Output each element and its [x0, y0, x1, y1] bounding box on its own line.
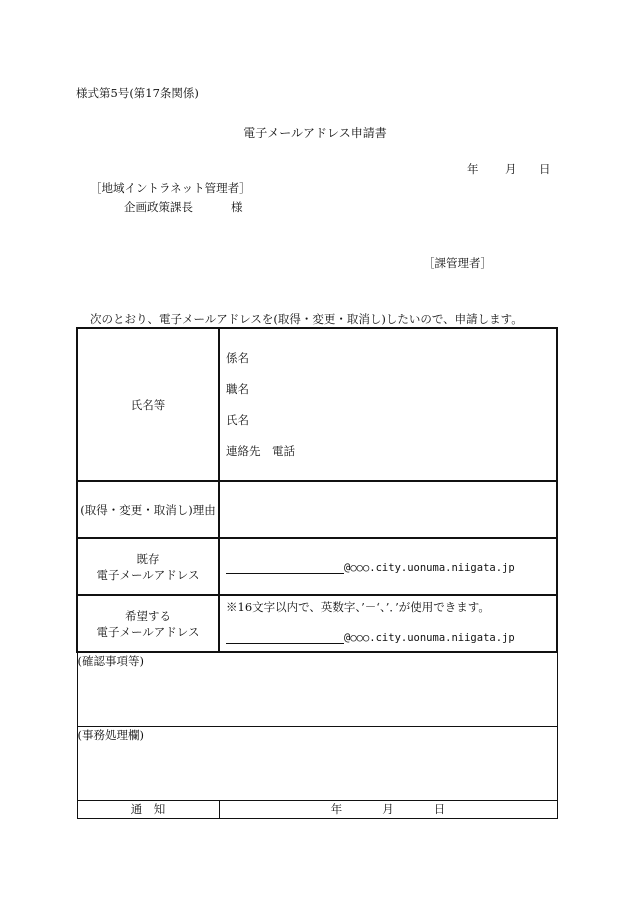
document-title: 電子メールアドレス申請書: [243, 126, 387, 140]
notification-date[interactable]: [219, 800, 557, 818]
existing-email-domain: @○○○.city.uonuma.niigata.jp: [344, 562, 515, 574]
reason-input-cell[interactable]: [219, 481, 557, 538]
application-table: [76, 327, 558, 819]
notification-row: [77, 800, 557, 818]
notification-label: 通 知: [77, 800, 219, 818]
existing-email-label: [77, 538, 219, 595]
office-box[interactable]: [77, 726, 557, 800]
desired-email-line: [220, 629, 556, 644]
addressee-name: 企画政策課長: [124, 200, 193, 214]
applicant-label: ［課管理者］: [423, 256, 492, 270]
existing-email-blank[interactable]: [226, 559, 344, 574]
existing-email-cell[interactable]: [219, 538, 557, 595]
position-field-label: 職名: [226, 381, 249, 396]
intro-text: 次のとおり、電子メールアドレスを(取得・変更・取消し)したいので、申請します。: [90, 312, 523, 326]
section-field-label: 係名: [226, 350, 249, 365]
desired-email-row: [77, 595, 557, 652]
reason-row: [77, 481, 557, 538]
notify-day: 日: [433, 802, 446, 816]
existing-email-row: [77, 538, 557, 595]
name-field-label: 氏名: [226, 412, 249, 427]
confirmation-row: [77, 652, 557, 726]
desired-email-label: [77, 595, 219, 652]
existing-label-line2: 電子メールアドレス: [96, 567, 200, 582]
confirmation-box[interactable]: [77, 652, 557, 726]
form-number: 様式第5号(第17条関係): [76, 86, 199, 100]
existing-email-line: [220, 559, 556, 574]
reason-label: (取得・変更・取消し)理由: [77, 481, 219, 538]
date-month-label: 月: [505, 162, 517, 176]
phone-field-label: 連絡先 電話: [226, 443, 295, 458]
desired-label-line1: 希望する: [125, 608, 171, 623]
desired-email-domain: @○○○.city.uonuma.niigata.jp: [344, 632, 515, 644]
name-section-label: 氏名等: [77, 328, 219, 481]
notify-year: 年: [330, 802, 343, 816]
desired-label-line2: 電子メールアドレス: [96, 624, 200, 639]
office-label: (事務処理欄): [77, 727, 144, 742]
desired-email-note: ※16文字以内で、英数字、’－‘、’．’が使用できます。: [226, 600, 490, 614]
addressee-organization: ［地域イントラネット管理者］: [90, 181, 251, 195]
office-row: [77, 726, 557, 800]
desired-email-cell[interactable]: [219, 595, 557, 652]
addressee-honorific: 様: [231, 200, 243, 214]
date-year-label: 年: [467, 162, 479, 176]
name-section-row: [77, 328, 557, 481]
existing-label-line1: 既存: [136, 551, 160, 566]
name-fields-cell[interactable]: [219, 328, 557, 481]
notify-month: 月: [382, 802, 394, 816]
confirmation-label: (確認事項等): [77, 654, 144, 668]
date-day-label: 日: [539, 162, 551, 176]
desired-email-blank[interactable]: [226, 629, 344, 644]
